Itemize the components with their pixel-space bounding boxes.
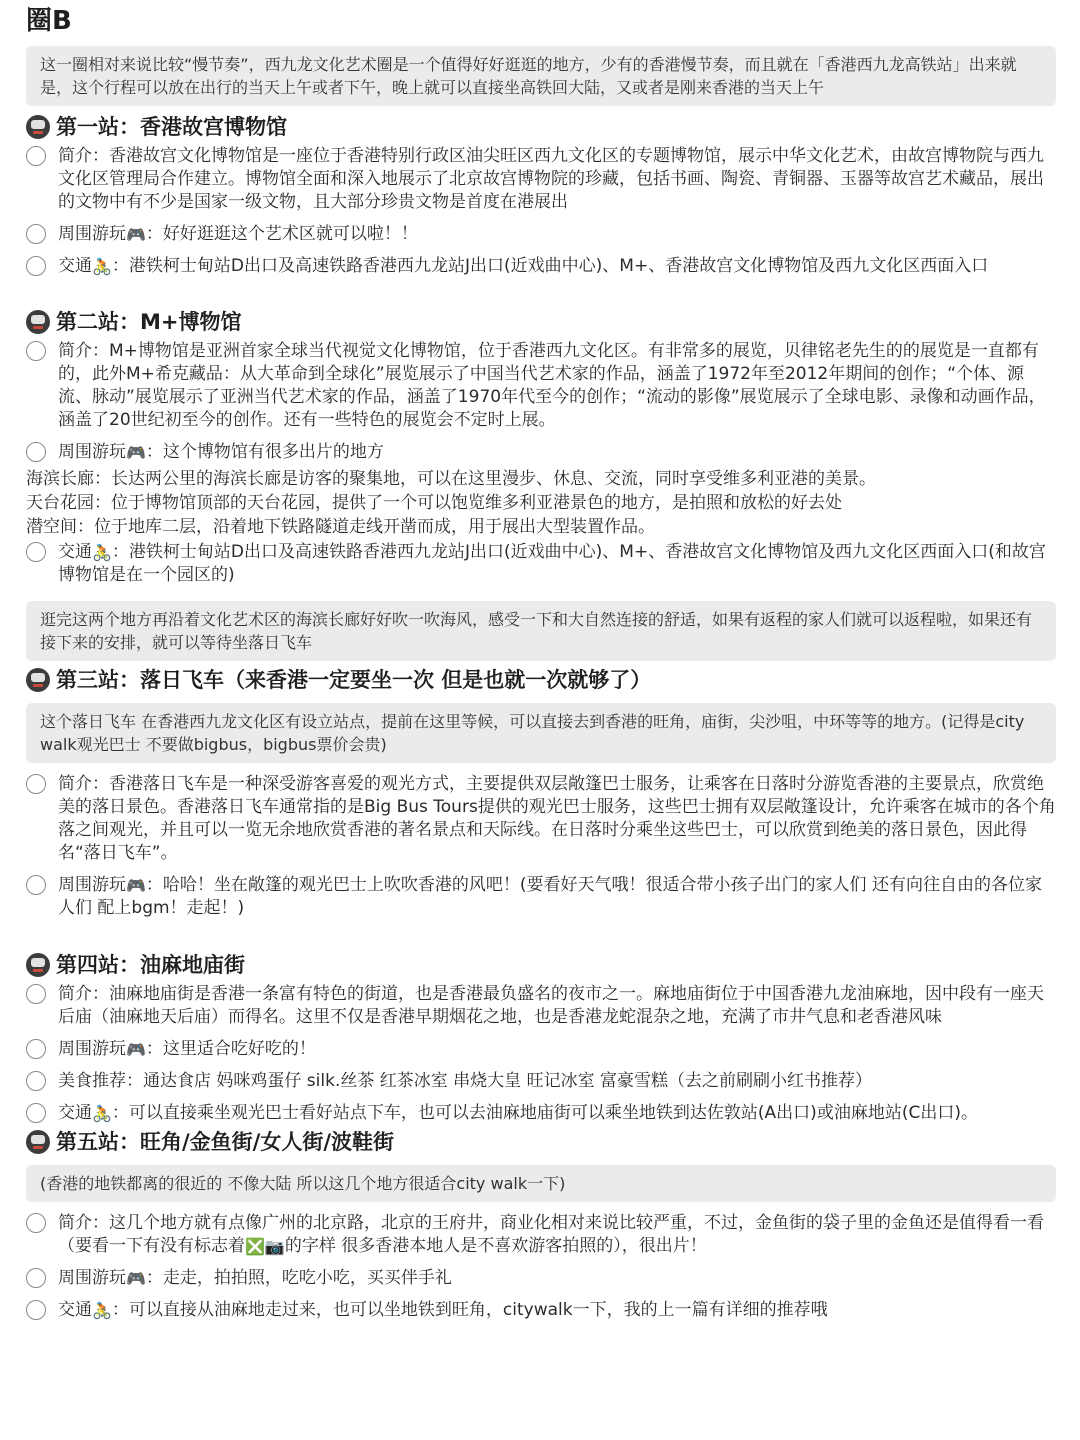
game-controller-icon: 🎮: [126, 1040, 146, 1059]
train-icon: [26, 310, 50, 334]
stop2-intro-item: [26, 340, 1056, 432]
stop3-intro-checkbox[interactable]: [26, 774, 46, 794]
train-icon: [26, 953, 50, 977]
stop5-intro-text-b: 的字样 很多香港本地人是不喜欢游客拍照的），很出片！: [284, 1236, 707, 1256]
spot-line: 海滨长廊：长达两公里的海滨长廊是访客的聚集地，可以在这里漫步、休息、交流，同时享受维多利亚港的美景。: [26, 469, 876, 489]
stop2-around-checkbox[interactable]: [26, 442, 46, 462]
train-icon: [26, 1130, 50, 1154]
stop5-intro-item: [26, 1212, 1056, 1258]
stop3-around-checkbox[interactable]: [26, 875, 46, 895]
stop1-intro-checkbox[interactable]: [26, 146, 46, 166]
around-label: 周围游玩: [58, 442, 126, 462]
stop4-heading-text: 第四站：油麻地庙街: [56, 953, 245, 977]
cyclist-icon: 🚴: [92, 257, 112, 276]
stop4-transport-text: ：可以直接乘坐观光巴士看好站点下车，也可以去油麻地庙街可以乘坐地铁到达佐敦站(A出口)或油麻地站(C出口)。: [111, 1103, 978, 1123]
stop1-around-text: ：好好逛逛这个艺术区就可以啦！！: [145, 224, 418, 244]
stop5-around-item: [26, 1267, 1056, 1290]
stop3-intro-text: 香港落日飞车是一种深受游客喜爱的观光方式，主要提供双层敞篷巴士服务，让乘客在日落时分游览香港的主要景点，欣赏绝美的落日景色。香港落日飞车通常指的是Big Bus Tours提供的观光巴士服务，这些巴士拥有双层敞篷设计，允许乘客在城市的各个角落之间观光，并且可以一览无余地欣赏香港的著名景点和天际线。在日落时分乘坐这些巴士，可以欣赏到绝美的落日景色，因此得名“落日飞车”。: [58, 774, 1056, 863]
stop2-heading: [26, 307, 1056, 337]
stop1-heading: [26, 112, 1056, 142]
stop1-transport-checkbox[interactable]: [26, 256, 46, 276]
stop5-heading-text: 第五站：旺角/金鱼街/女人街/波鞋街: [56, 1130, 395, 1154]
cross-mark-icon: ❎: [245, 1237, 265, 1256]
stop2-intro-text: M+博物馆是亚洲首家全球当代视觉文化博物馆，位于香港西九文化区。有非常多的展览，贝律铭老先生的的展览是一直都有的，此外M+希克藏品：从大革命到全球化”展览展示了中国当代艺术家的作品，涵盖了1972年至2012年期间的创作；“个体、源流、脉动”展览展示了亚洲当代艺术家的作品，涵盖了1970年代至今的创作；“流动的影像”展览展示了全球电影、录像和动画作品，涵盖了20世纪初至今的创作。还有一些特色的展览会不定时上展。: [58, 341, 1046, 430]
stop2-around-item: [26, 441, 1056, 464]
stop5-transport-item: [26, 1299, 1056, 1322]
stop4-intro-text: 油麻地庙街是香港一条富有特色的街道，也是香港最负盛名的夜市之一。麻地庙街位于中国香港九龙油麻地，因中段有一座天后庙（油麻地天后庙）而得名。这里不仅是香港早期烟花之地，也是香港龙蛇混杂之地，充满了市井气息和老香港风味: [58, 984, 1044, 1027]
intro-callout: 这一圈相对来说比较“慢节奏”，西九龙文化艺术圈是一个值得好好逛逛的地方，少有的香港慢节奏，而且就在「香港西九龙高铁站」出来就是，这个行程可以放在出行的当天上午或者下午，晚上就可以直接坐高铁回大陆，又或者是刚来香港的当天上午: [26, 46, 1056, 106]
stop3-note-callout: 这个落日飞车 在香港西九龙文化区有设立站点，提前在这里等候，可以直接去到香港的旺角，庙街，尖沙咀，中环等等的地方。(记得是city walk观光巴士 不要做bigbus，bigbus票价会贵): [26, 703, 1056, 763]
stop4-intro-checkbox[interactable]: [26, 984, 46, 1004]
game-controller-icon: 🎮: [126, 876, 146, 895]
stop2-heading-text: 第二站：M+博物馆: [56, 310, 242, 334]
stop5-note-callout: (香港的地铁都离的很近的 不像大陆 所以这几个地方很适合city walk一下): [26, 1165, 1056, 1202]
stop5-heading: [26, 1127, 1056, 1157]
stop5-intro-checkbox[interactable]: [26, 1213, 46, 1233]
intro-label: 简介：: [58, 1213, 109, 1233]
cyclist-icon: 🚴: [92, 1301, 112, 1320]
stop4-food-checkbox[interactable]: [26, 1071, 46, 1091]
itinerary-page: [26, 0, 1056, 1322]
stop4-transport-item: [26, 1102, 1056, 1125]
intro-label: 简介：: [58, 774, 109, 794]
stop3-heading-text: 第三站：落日飞车（来香港一定要坐一次 但是也就一次就够了）: [56, 668, 652, 692]
stop1-around-checkbox[interactable]: [26, 224, 46, 244]
around-label: 周围游玩: [58, 1268, 126, 1288]
game-controller-icon: 🎮: [126, 1269, 146, 1288]
transport-label: 交通: [58, 1103, 92, 1123]
stop4-heading: [26, 950, 1056, 980]
stop4-around-text: ：这里适合吃好吃的！: [145, 1039, 316, 1059]
cyclist-icon: 🚴: [92, 1104, 112, 1123]
game-controller-icon: 🎮: [126, 225, 146, 244]
stop5-around-checkbox[interactable]: [26, 1268, 46, 1288]
stop1-heading-text: 第一站：香港故宫博物馆: [56, 115, 287, 139]
stop3-around-text: ：哈哈！坐在敞篷的观光巴士上吹吹香港的风吧！(要看好天气哦！很适合带小孩子出门的家人们 还有向往自由的各位家人们 配上bgm！走起！): [58, 875, 1042, 918]
around-label: 周围游玩: [58, 1039, 126, 1059]
stop2-transport-checkbox[interactable]: [26, 542, 46, 562]
intro-label: 简介：: [58, 984, 109, 1004]
transport-label: 交通: [58, 542, 92, 562]
stop3-around-item: [26, 874, 1056, 920]
around-label: 周围游玩: [58, 224, 126, 244]
stop1-around-item: [26, 223, 1056, 246]
stop4-food-text: 美食推荐：通达食店 妈咪鸡蛋仔 silk.丝茶 红茶冰室 串烧大皇 旺记冰室 富豪雪糕（去之前刷刷小红书推荐）: [58, 1071, 872, 1091]
stop5-transport-text: ：可以直接从油麻地走过来，也可以坐地铁到旺角，citywalk一下，我的上一篇有详细的推荐哦: [111, 1300, 828, 1320]
stop5-intro-text-a: 这几个地方就有点像广州的北京路，北京的王府井，商业化相对来说比较严重，不过，金鱼街的袋子里的金鱼还是值得看一看（要看一下有没有标志着: [58, 1213, 1044, 1256]
stop2-around-text: ：这个博物馆有很多出片的地方: [145, 442, 384, 462]
cyclist-icon: 🚴: [92, 543, 112, 562]
stop5-around-text: ：走走，拍拍照，吃吃小吃，买买伴手礼: [145, 1268, 452, 1288]
stop3-heading: [26, 665, 1056, 695]
intro-label: 简介：: [58, 341, 109, 361]
stop3-intro-item: [26, 773, 1056, 865]
stop1-intro-item: [26, 145, 1056, 214]
spot-line: 潜空间：位于地库二层，沿着地下铁路隧道走线开凿而成，用于展出大型装置作品。: [26, 517, 655, 537]
game-controller-icon: 🎮: [126, 443, 146, 462]
around-label: 周围游玩: [58, 875, 126, 895]
stop2-transport-text: ：港铁柯士甸站D出口及高速铁路香港西九龙站J出口(近戏曲中心)、M+、香港故宫文化博物馆及西九文化区西面入口(和故宫博物馆是在一个园区的): [58, 542, 1046, 585]
camera-icon: 📷: [264, 1237, 285, 1256]
stop4-around-checkbox[interactable]: [26, 1039, 46, 1059]
between-note-callout: 逛完这两个地方再沿着文化艺术区的海滨长廊好好吹一吹海风，感受一下和大自然连接的舒适，如果有返程的家人们就可以返程啦，如果还有接下来的安排，就可以等待坐落日飞车: [26, 601, 1056, 661]
stop2-intro-checkbox[interactable]: [26, 341, 46, 361]
intro-label: 简介：: [58, 146, 109, 166]
stop1-intro-text: 香港故宫文化博物馆是一座位于香港特别行政区油尖旺区西九文化区的专题博物馆，展示中华文化艺术，由故宫博物院与西九文化区管理局合作建立。博物馆全面和深入地展示了北京故宫博物院的珍藏，包括书画、陶瓷、青铜器、玉器等故宫艺术藏品，展出的文物中有不少是国家一级文物，且大部分珍贵文物是首度在港展出: [58, 146, 1044, 212]
train-icon: [26, 115, 50, 139]
stop4-transport-checkbox[interactable]: [26, 1103, 46, 1123]
page-title: 圈B: [26, 6, 72, 36]
stop4-food-item: [26, 1070, 1056, 1093]
transport-label: 交通: [58, 256, 92, 276]
train-icon: [26, 668, 50, 692]
transport-label: 交通: [58, 1300, 92, 1320]
stop4-intro-item: [26, 983, 1056, 1029]
stop2-transport-item: [26, 541, 1056, 587]
stop5-transport-checkbox[interactable]: [26, 1300, 46, 1320]
spot-line: 天台花园：位于博物馆顶部的天台花园，提供了一个可以饱览维多利亚港景色的地方，是拍照和放松的好去处: [26, 493, 842, 513]
stop1-transport-text: ：港铁柯士甸站D出口及高速铁路香港西九龙站J出口(近戏曲中心)、M+、香港故宫文化博物馆及西九文化区西面入口: [111, 256, 989, 276]
stop4-around-item: [26, 1038, 1056, 1061]
stop1-transport-item: [26, 255, 1056, 278]
